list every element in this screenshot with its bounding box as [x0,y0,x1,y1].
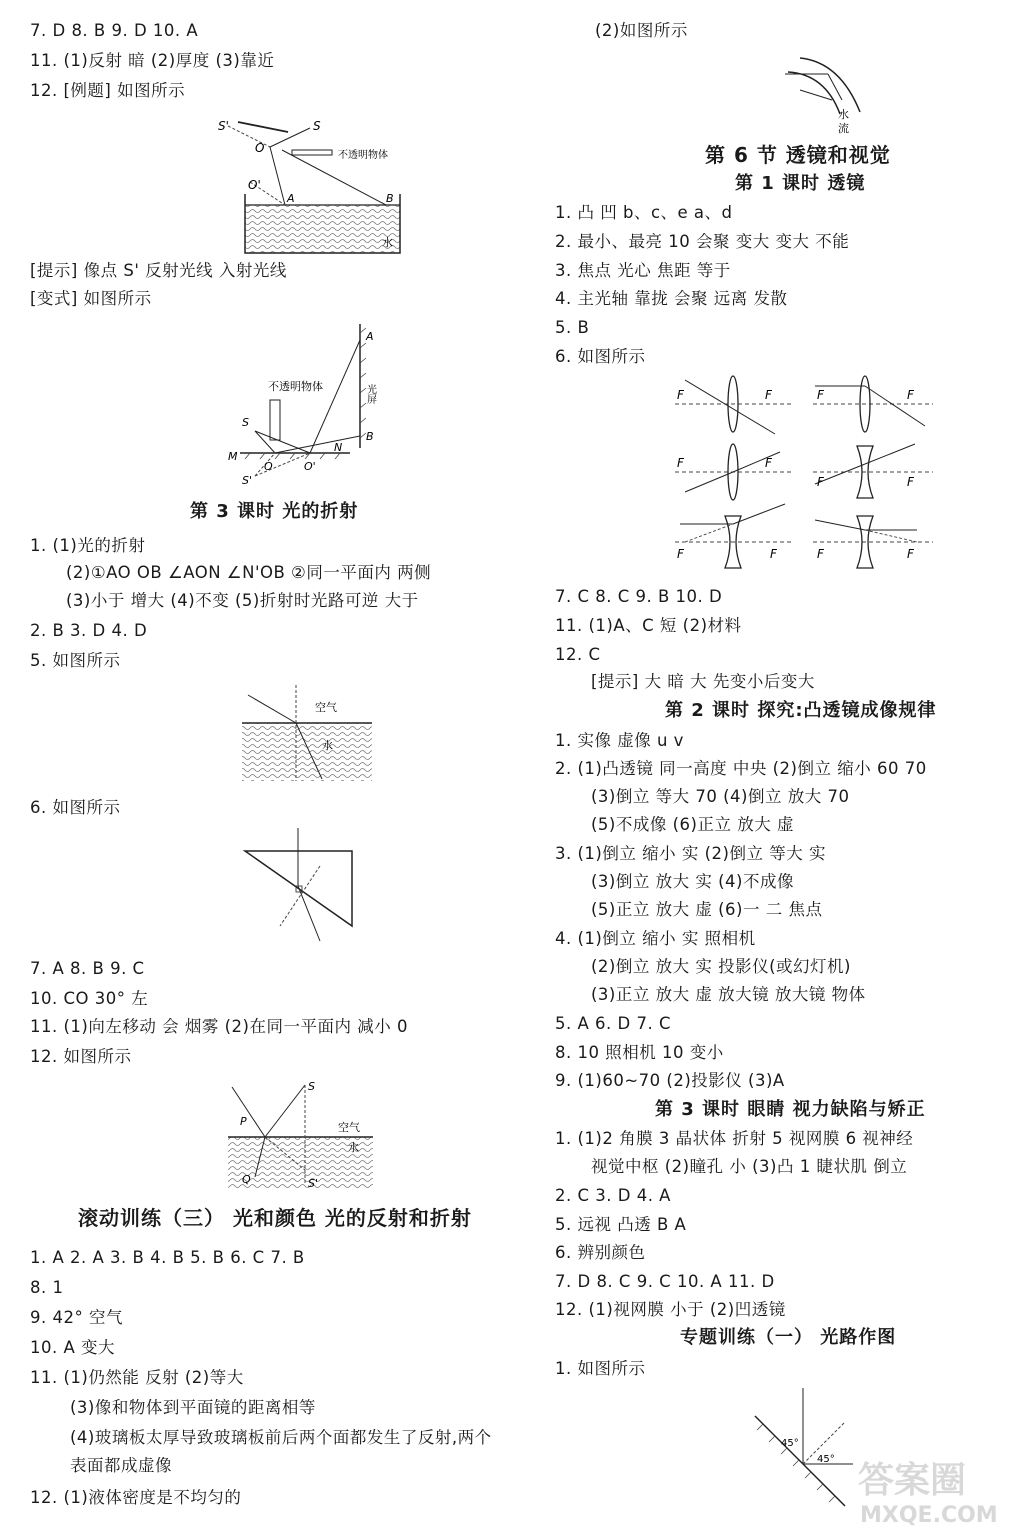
label-b: B [386,192,394,205]
answer-line: (3)倒立 放大 实 (4)不成像 [591,872,794,891]
label-opaque-object: 不透明物体 [338,150,388,161]
answer-line: 表面都成虚像 [70,1456,172,1475]
label-opaque-object: 不透明物体 [268,380,323,393]
focus-label: F [907,388,914,402]
label-b: B [366,430,374,443]
focus-label: F [677,456,684,470]
answer-line: 11. (1)向左移动 会 烟雾 (2)在同一平面内 减小 0 [30,1017,408,1036]
answer-line: 1. 如图所示 [555,1359,646,1378]
variant-line: [变式] 如图所示 [30,289,152,308]
answer-line: 2. 最小、最亮 10 会聚 变大 变大 不能 [555,232,850,251]
label-flow: 流 [838,122,849,135]
answer-line: 7. C 8. C 9. B 10. D [555,587,723,606]
label-s: S [242,416,249,429]
label-s: S [308,1080,315,1093]
watermark-text: 答案圈 [858,1460,967,1501]
answer-line: 1. (1)光的折射 [30,536,146,555]
answer-line: 12. [例题] 如图所示 [30,81,186,100]
lens-diagrams [675,374,937,574]
answer-line: (3)像和物体到平面镜的距离相等 [70,1398,316,1417]
refraction-spq-diagram [220,1075,380,1190]
focus-label: F [770,547,777,561]
watermark-url: MXQE.COM [860,1503,998,1528]
answer-line: 1. (1)2 角膜 3 晶状体 折射 5 视网膜 6 视神经 [555,1129,914,1148]
answer-line: 5. B [555,318,590,337]
watermark-logo [848,1450,1028,1530]
label-water: 水 [322,739,333,752]
answer-line: 2. B 3. D 4. D [30,621,148,640]
answer-line: (3)倒立 等大 70 (4)倒立 放大 70 [591,787,850,806]
focus-label: F [765,456,772,470]
mirror-45-diagram [745,1386,855,1531]
answer-line: 7. A 8. B 9. C [30,959,145,978]
answer-line: 5. 如图所示 [30,651,121,670]
label-air: 空气 [338,1121,360,1134]
reflection-water-diagram [210,112,420,257]
answer-line: 12. (1)视网膜 小于 (2)凹透镜 [555,1300,786,1319]
answer-line: (4)玻璃板太厚导致玻璃板前后两个面都发生了反射,两个 [70,1428,492,1447]
section-heading: 专题训练（一） 光路作图 [680,1327,897,1348]
hint-line: [提示] 大 暗 大 先变小后变大 [591,672,815,691]
label-a: A [287,192,295,205]
answer-line: 11. (1)A、C 短 (2)材料 [555,616,742,635]
answer-line: 5. 远视 凸透 B A [555,1215,687,1234]
answer-line: (3)正立 放大 虚 放大镜 放大镜 物体 [591,985,866,1004]
mirror-screen-diagram [220,318,390,488]
label-screen: 光屏 [364,384,376,404]
answer-line: 11. (1)仍然能 反射 (2)等大 [30,1368,244,1387]
answer-line: 1. A 2. A 3. B 4. B 5. B 6. C 7. B [30,1248,305,1267]
answer-line: 9. 42° 空气 [30,1308,123,1327]
answer-line: (5)不成像 (6)正立 放大 虚 [591,815,794,834]
label-water: 水 [838,108,849,121]
answer-line: 9. (1)60~70 (2)投影仪 (3)A [555,1071,785,1090]
answer-line: 10. A 变大 [30,1338,116,1357]
label-s-prime: S' [218,119,229,133]
answer-line: (2)如图所示 [595,21,688,40]
answer-line: 1. 凸 凹 b、c、e a、d [555,203,733,222]
answer-line: (2)倒立 放大 实 投影仪(或幻灯机) [591,957,851,976]
label-water: 水 [382,236,393,249]
label-air: 空气 [315,701,337,714]
answer-line: 6. 如图所示 [555,347,646,366]
label-o: O [255,141,265,155]
label-s: S [313,119,321,133]
answer-line: (2)①AO OB ∠AON ∠N'OB ②同一平面内 两侧 [66,563,432,582]
answer-line: 10. CO 30° 左 [30,989,149,1008]
section-heading: 滚动训练（三） 光和颜色 光的反射和折射 [78,1206,472,1230]
answer-line: 4. 主光轴 靠拢 会聚 远离 发散 [555,289,788,308]
answer-line: 1. 实像 虚像 u v [555,731,684,750]
focus-label: F [907,547,914,561]
focus-label: F [817,388,824,402]
label-o-prime: O' [248,178,261,192]
answer-line: 12. 如图所示 [30,1047,132,1066]
answer-line: 8. 10 照相机 10 变小 [555,1043,724,1062]
angle-label: 45° [817,1454,835,1465]
answer-line: (3)小于 增大 (4)不变 (5)折射时光路可逆 大于 [66,591,419,610]
answer-line: 3. 焦点 光心 焦距 等于 [555,261,731,280]
label-water: 水 [348,1141,359,1154]
label-m: M [228,450,238,463]
answer-line: 11. (1)反射 暗 (2)厚度 (3)靠近 [30,51,275,70]
label-o-prime: O' [304,460,316,473]
label-n: N [334,441,343,454]
focus-label: F [817,547,824,561]
label-s-prime: S' [242,474,253,487]
answer-line: 7. D 8. C 9. C 10. A 11. D [555,1272,775,1291]
answer-line: 12. C [555,645,601,664]
label-q: Q [242,1173,251,1186]
answer-line: 4. (1)倒立 缩小 实 照相机 [555,929,756,948]
prism-diagram [240,826,380,948]
answer-line: 视觉中枢 (2)瞳孔 小 (3)凸 1 睫状肌 倒立 [591,1157,908,1176]
section-subheading: 第 2 课时 探究:凸透镜成像规律 [665,700,937,721]
section-subheading: 第 1 课时 透镜 [735,173,866,194]
answer-line: 8. 1 [30,1278,64,1297]
hint-line: [提示] 像点 S' 反射光线 入射光线 [30,261,287,280]
section-subheading: 第 3 课时 眼睛 视力缺陷与矫正 [655,1099,926,1120]
refraction-air-water-diagram [240,683,380,785]
answer-line: 3. (1)倒立 缩小 实 (2)倒立 等大 实 [555,844,826,863]
answer-line: (5)正立 放大 虚 (6)一 二 焦点 [591,900,823,919]
focus-label: F [677,388,684,402]
water-stream-diagram [780,52,870,137]
label-o: O [264,460,273,473]
focus-label: F [765,388,772,402]
answer-line: 6. 辨别颜色 [555,1243,646,1262]
focus-label: F [907,475,914,489]
focus-label: F [817,475,824,489]
section-heading: 第 6 节 透镜和视觉 [705,143,891,167]
focus-label: F [677,547,684,561]
label-a: A [366,330,374,343]
label-s-prime: S' [308,1177,319,1190]
section-heading: 第 3 课时 光的折射 [190,501,359,522]
answer-line: 6. 如图所示 [30,798,121,817]
answer-line: 7. D 8. B 9. D 10. A [30,21,199,40]
answer-line: 2. C 3. D 4. A [555,1186,671,1205]
answer-line: 2. (1)凸透镜 同一高度 中央 (2)倒立 缩小 60 70 [555,759,927,778]
angle-label: 45° [781,1438,799,1449]
label-p: P [240,1115,247,1128]
answer-line: 5. A 6. D 7. C [555,1014,671,1033]
answer-line: 12. (1)液体密度是不均匀的 [30,1488,242,1507]
